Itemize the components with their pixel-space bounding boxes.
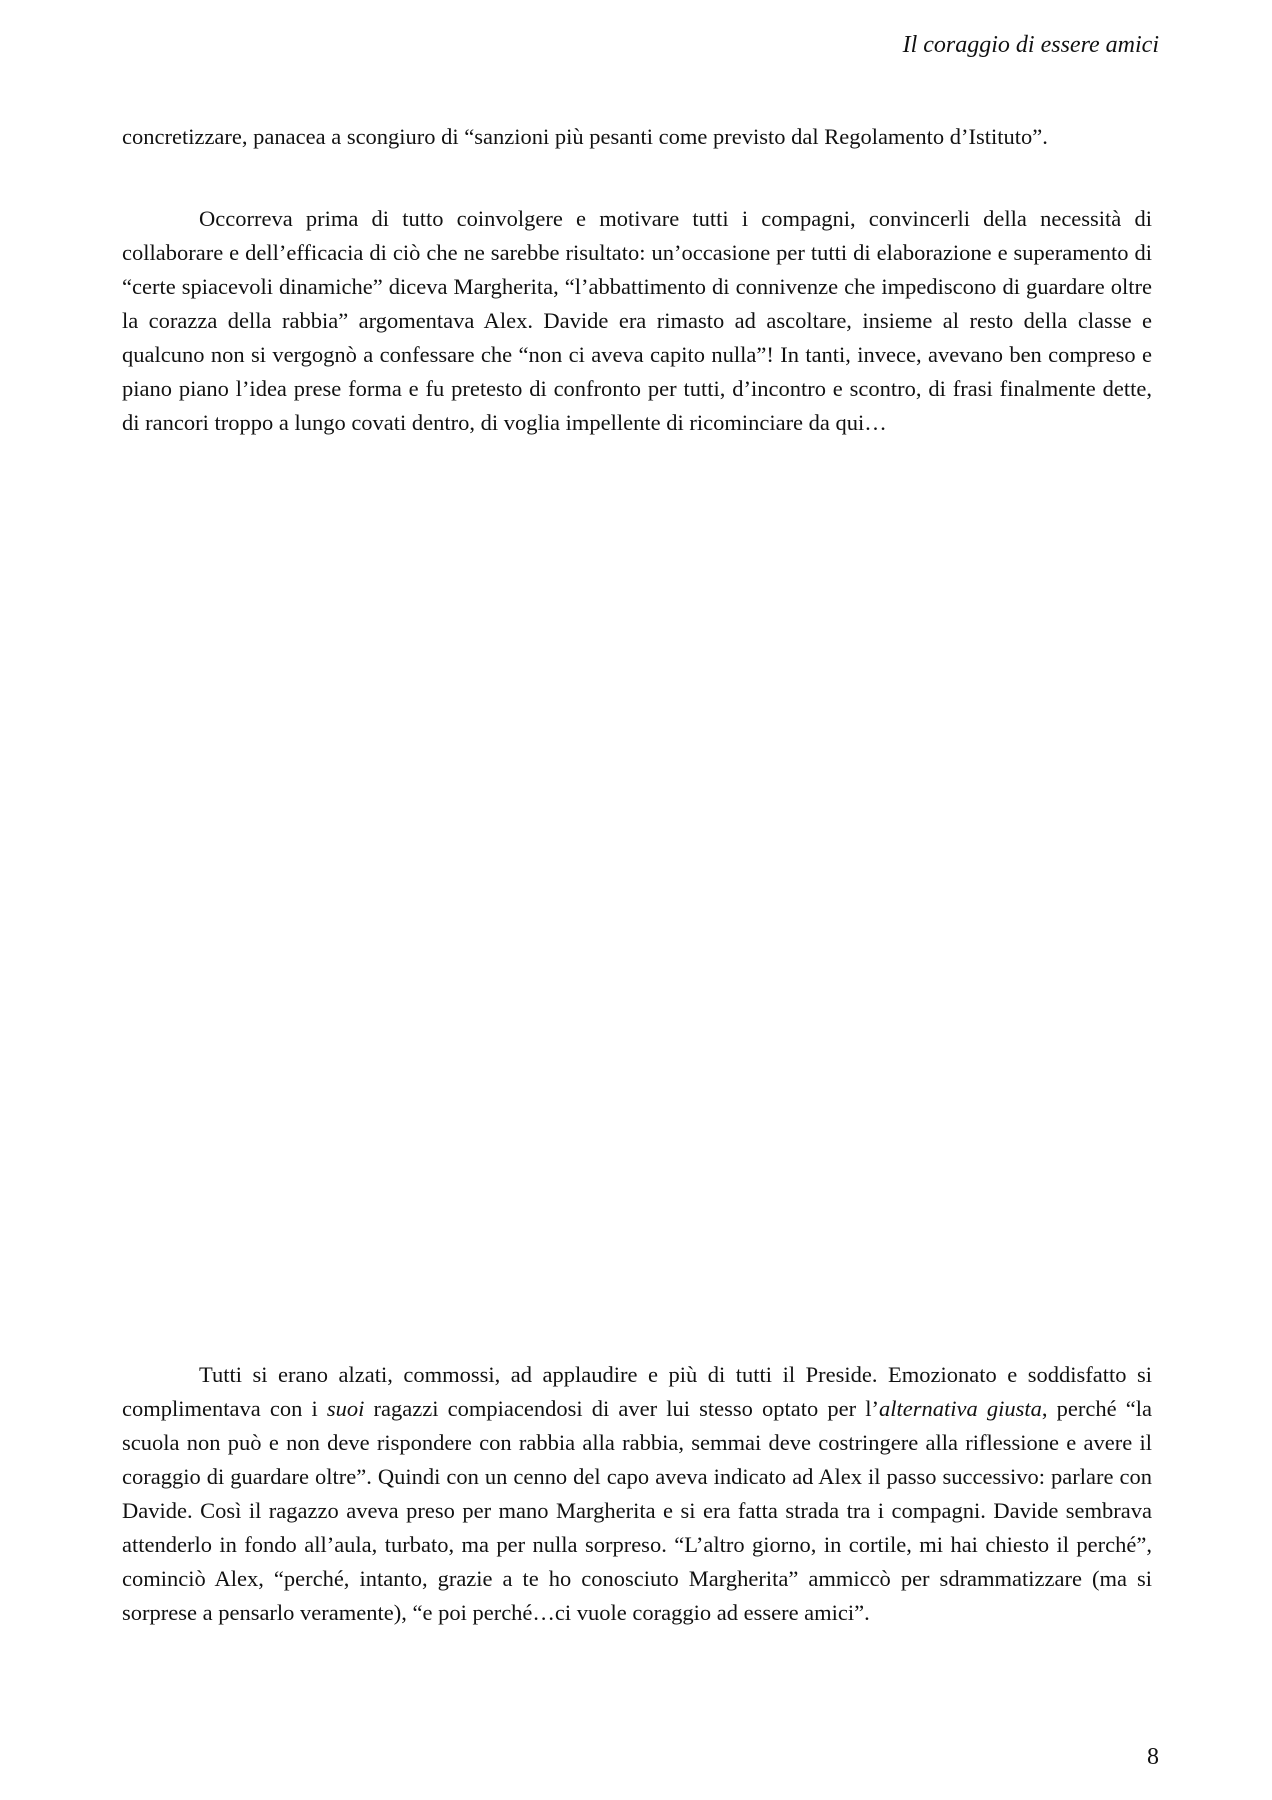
paragraph-continuation: concretizzare, panacea a scongiuro di “sanzioni più pesanti come previsto dal Regolamento d’Istituto”.: [122, 124, 1048, 149]
running-header: Il coraggio di essere amici: [902, 32, 1159, 58]
text-segment: Tutti si erano alzati, commossi, ad applaudire e più di tutti il Preside. Emozionato e soddisfatto si complimentava con i: [122, 1362, 1152, 1421]
paragraph-classmates-involvement: Occorreva prima di tutto coinvolgere e motivare tutti i compagni, convincerli della necessità di collaborare e dell’efficacia di ciò che ne sarebbe risultato: un’occasione per tutti di elaborazione e superamento di “certe spiacevoli dinamiche” diceva Margherita, “l’abbattimento di connivenze che impediscono di guardare oltre la corazza della rabbia” argomentava Alex. Davide era rimasto ad ascoltare, insieme al resto della classe e qualcuno non si vergognò a confessare che “non ci aveva capito nulla”! In tanti, invece, avevano ben compreso e piano piano l’idea prese forma e fu pretesto di confronto per tutti, d’incontro e scontro, di frasi finalmente dette, di rancori troppo a lungo covati dentro, di voglia impellente di ricominciare da qui…: [122, 206, 1152, 435]
italic-emphasis: alternativa giusta: [879, 1396, 1042, 1421]
italic-emphasis: suoi: [326, 1396, 365, 1421]
text-segment: ragazzi compiacendosi di aver lui stesso optato per l’: [364, 1396, 879, 1421]
text-segment: , perché “la scuola non può e non deve rispondere con rabbia alla rabbia, semmai deve costringere alla riflessione e avere il coraggio di guardare oltre”. Quindi con un cenno del capo aveva indicato ad Alex il passo successivo: parlare con Davide. Così il ragazzo aveva preso per mano Margherita e si era fatta strada tra i compagni. Davide sembrava attenderlo in fondo all’aula, turbato, ma per nulla sorpreso. “L’altro giorno, in cortile, mi hai chiesto il perché”, cominciò Alex, “perché, intanto, grazie a te ho conosciuto Margherita” ammiccò per sdrammatizzare (ma si sorprese a pensarlo veramente), “e poi perché…ci vuole coraggio ad essere amici”.: [122, 1396, 1152, 1625]
page-number: 8: [1147, 1744, 1159, 1770]
paragraph-applause-ending: [122, 1358, 1152, 1630]
